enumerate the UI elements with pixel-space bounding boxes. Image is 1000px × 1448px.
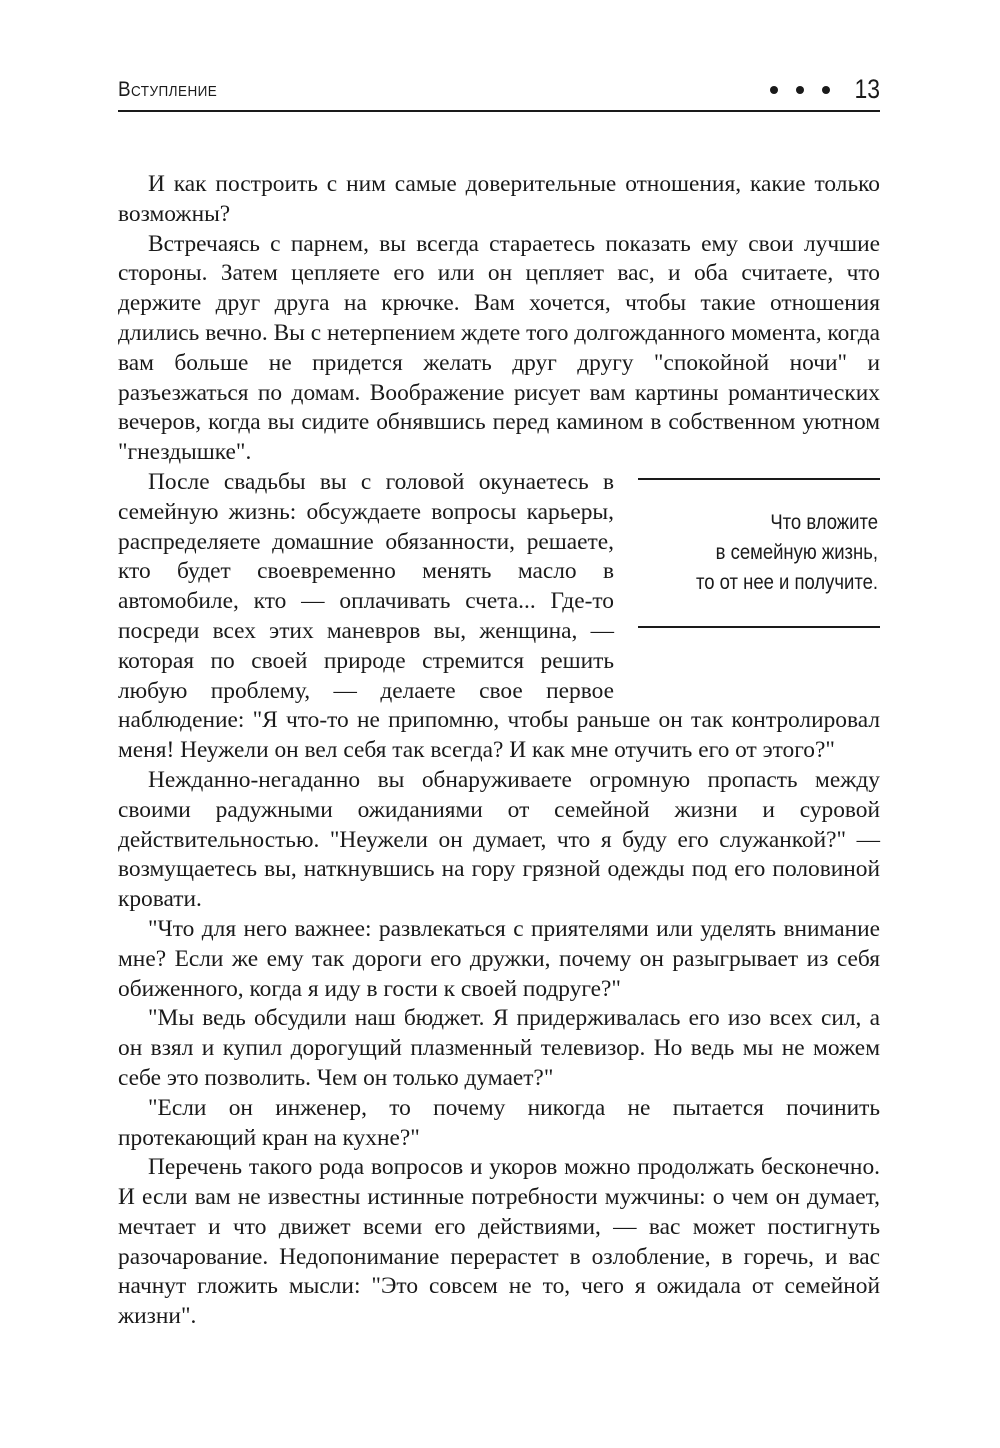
pull-quote-bottom-rule [638,626,880,628]
paragraph: "Что для него важнее: развлекаться с приятелями или уделять внимание мне? Если же ему так дороги его дружки, почему он разыгрывает из себя обиженного, когда я иду в гости к своей подруге?" [118,915,880,1002]
sidebar-pull-quote [638,478,880,679]
pull-quote-line: Что вложите [770,510,878,534]
paragraph: Нежданно-негаданно вы обнаруживаете огромную пропасть между своими радужными ожиданиями от семейной жизни и суровой действительностью. "Неужели он думает, что я буду его служанкой?" — возмущаетесь вы, наткнувшись на гору грязной одежды под его половиной кровати. [118,766,880,913]
page-number: 13 [854,74,880,104]
paragraph: Перечень такого рода вопросов и укоров можно продолжать бесконечно. И если вам не известны истинные потребности мужчины: о чем он думает, мечтает и что движет всеми его действиями, — вас может постигнуть разочарование. Недопонимание перерастет в озлобление, в горечь, и вас начнут гложить мысли: "Это совсем не то, чего я ожидала от семейной жизни". [118,1154,880,1330]
paragraph: "Если он инженер, то почему никогда не пытается починить протекающий кран на кухне?" [118,1094,880,1151]
body-text [118,170,880,1332]
bullet-dot-icon [770,86,778,94]
paragraph: И как построить с ним самые доверительные отношения, какие только возможны? [118,171,880,227]
paragraph: После свадьбы вы с головой окунаетесь в семейную жизнь: обсуждаете вопросы карьеры, распределяете домашние обязанности, решаете, кто будет своевременно менять масло в автомобиле, кто — оплачивать счета... Где-то посреди всех этих маневров вы, женщина, — которая по своей природе стремится решить любую проблему, — делаете свое первое наблюдение: "Я что-то не припомню, чтобы раньше он так контролировал меня! Неужели он вел себя так всегда? И как мне отучить его от этого?" [118,468,880,764]
pull-quote-line: в семейную жизнь, [715,540,878,564]
bullet-dot-icon [822,86,830,94]
bullet-dot-icon [796,86,804,94]
paragraph: "Мы ведь обсудили наш бюджет. Я придерживалась его изо всех сил, а он взял и купил дорогущий плазменный телевизор. Но ведь мы не можем себе это позволить. Чем он только думает?" [118,1005,880,1091]
pull-quote-line: то от нее и получите. [695,570,878,594]
section-title: Вступление [118,78,218,101]
header-right [770,74,880,105]
pull-quote-text [667,508,878,598]
running-header [118,74,880,112]
paragraph: Встречаясь с парнем, вы всегда стараетесь показать ему свои лучшие стороны. Затем цепляете его или он цепляет вас, и оба считаете, что держите друг друга на крючке. Вам хочется, чтобы такие отношения длились вечно. Вы с нетерпением ждете того долгожданного момента, когда вам больше не придется желать друг другу "спокойной ночи" и разъезжаться по домам. Воображение рисует вам картины романтических вечеров, когда вы сидите обнявшись перед камином в собственном уютном "гнездышке". [118,230,880,466]
pull-quote-top-rule [638,478,880,480]
